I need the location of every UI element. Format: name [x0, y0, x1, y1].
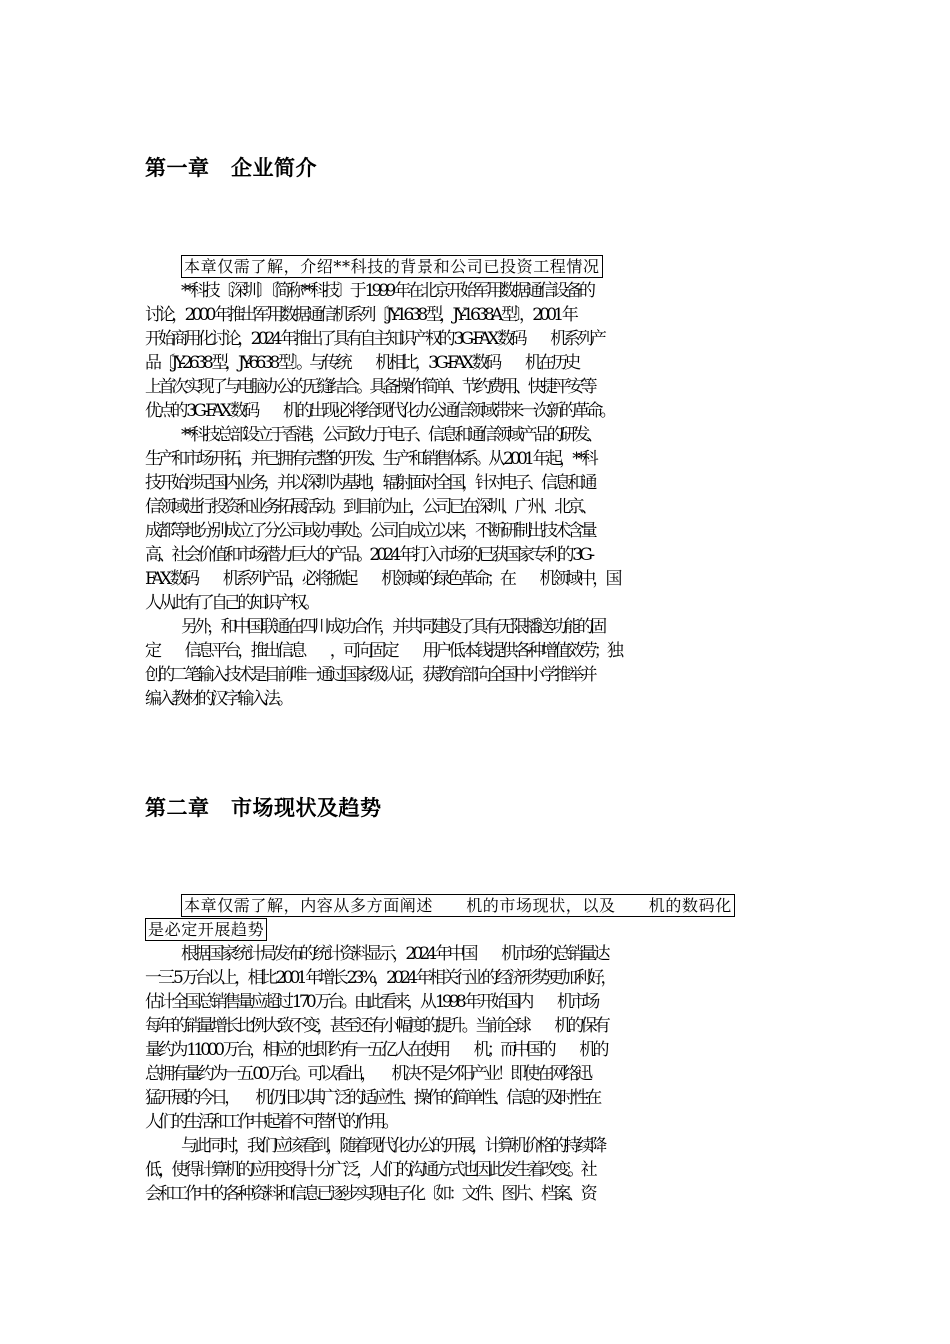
- chapter-1-paragraphs: [145, 279, 810, 711]
- chapter-2-note-2: 是必定开展趋势: [145, 918, 267, 941]
- chapter-2-note-1: 本章仅需了解，内容从多方面阐述 机的市场现状，以及 机的数码化: [181, 894, 735, 917]
- paragraph-line: 创的二笔输入技术是目前唯一通过国家级认证，获教育部向全国中小学推举并: [145, 665, 594, 685]
- paragraph-line: 品〔JY-2638 型，JY-6638 型〕。与传统 机相比，3G-FAX 数码 机在历史: [145, 353, 578, 373]
- paragraph-line: 上首次实现了与电脑办公的无缝结合。具备操作简单、节约费用、快捷平安等: [145, 377, 594, 397]
- paragraph-line: **科技总部设立于香港，公司致力于电子、信息和通信领域产品的研发、: [181, 425, 600, 445]
- paragraph-line: 人从此有了自己的知识产权。: [145, 593, 317, 613]
- paragraph-line: 开始商用化讨论，2024 年推出了具有自主知识产权的 3G-FAX 数码 机系列产: [145, 329, 604, 349]
- paragraph: [145, 423, 810, 615]
- chapter-1-body: [145, 255, 810, 711]
- paragraph-line: 人们的生活和工作中起着不可替代的作用。: [145, 1112, 396, 1132]
- paragraph-line: 编入教材的汉字输入法。: [145, 689, 291, 709]
- paragraph-line: 低，使得计算机的应用变得十分广泛，人们的沟通方式也因此发生着改变。社: [145, 1160, 594, 1180]
- paragraph-line: 信领域进行投资和业务拓展活动。到目前为止，公司已在深圳、广州、北京、: [145, 497, 594, 517]
- chapter-1-title: 第一章 企业简介: [145, 156, 317, 180]
- paragraph-line: 与此同时，我们应该看到，随着现代化办公的开展，计算机价格的持续降: [181, 1136, 604, 1156]
- paragraph-line: 猛开展的今日， 机仍旧以其广泛的适应性、操作的简单性、信息的及时性在: [145, 1088, 599, 1108]
- paragraph-line: 高、社会价值和市场潜力巨大的产品。2024 年打入市场的已获国家专利的 3G-: [145, 545, 592, 565]
- paragraph-line: 另外，和中国联通在四川成功合作，并共同建设了具有无限播送功能的固: [181, 617, 604, 637]
- paragraph-line: 每年的销量增长比例大致不变，甚至还有小幅度的提升。当前全球 机的保有: [145, 1016, 607, 1036]
- paragraph: [145, 279, 810, 423]
- paragraph-line: 根据国家统计局发布的统计资料显示，2024 年中国 机市场的总销量达: [181, 944, 607, 964]
- chapter-2-note-line-1: [145, 894, 810, 918]
- paragraph-line: 成都等地分别成立了分公司或办事处。公司自成立以来，不断研制出技术含量: [145, 521, 594, 541]
- paragraph-line: 估计全国总销售量应超过 170 万台。由此看来，从 1998 年开始国内 机市场: [145, 992, 597, 1012]
- paragraph-line: 量约为 11000 万台，相应的也即约有一五亿人在使用 机；而中国的 机的: [145, 1040, 606, 1060]
- paragraph-line: 优点的 3G-FAX 数码 机的出现必将给现代化办公通信领域带来一次新的革命。: [145, 401, 613, 421]
- chapter-1-note-line: [145, 255, 810, 279]
- paragraph-line: 一三 5 万台以上，相比 2001 年增长 23%，2024 年相关行业的经济形势更加利好，: [145, 968, 614, 988]
- chapter-1-note: 本章仅需了解，介绍**科技的背景和公司已投资工程情况: [181, 255, 603, 278]
- chapter-2-title: 第二章 市场现状及趋势: [145, 796, 382, 820]
- paragraph-line: 生产和市场开拓，并已拥有完整的开发、生产和销售体系。从 2001 年起，**科: [145, 449, 595, 469]
- chapter-2-body: [145, 894, 810, 1206]
- paragraph-line: 定 信息平台，推出信息 ，可向固定 用户低本钱提供各种增值效劳；独: [145, 641, 621, 661]
- paragraph: [145, 1134, 810, 1206]
- paragraph-line: 技开始涉足国内业务，并以深圳为基地，辐射面对全国，针对电子、信息和通: [145, 473, 594, 493]
- paragraph-line: 总拥有量约为一五 00 万台。可以看出， 机决不是夕阳产业！即使在网络迅: [145, 1064, 590, 1084]
- paragraph-line: **科技〔深圳〕〔简称**科技〕于 1999 年在北京开始军用数据通信设备的: [181, 281, 593, 301]
- paragraph: [145, 942, 810, 1134]
- paragraph-line: 讨论，2000 年推出军用数据通信机系列〔JY-1638 型，JY-1638A 型〕，2001 年: [145, 305, 576, 325]
- chapter-2-note-line-2: [145, 918, 810, 942]
- paragraph-line: 会和工作中的各种资料和信息已逐步实现电子化〔如：文件、图片、档案、资: [145, 1184, 594, 1204]
- paragraph-line: FAX 数码 机系列产品，必将掀起 机领域的绿色革命；在 机领域中，国: [145, 569, 619, 589]
- chapter-2-paragraphs: [145, 942, 810, 1206]
- paragraph: [145, 615, 810, 711]
